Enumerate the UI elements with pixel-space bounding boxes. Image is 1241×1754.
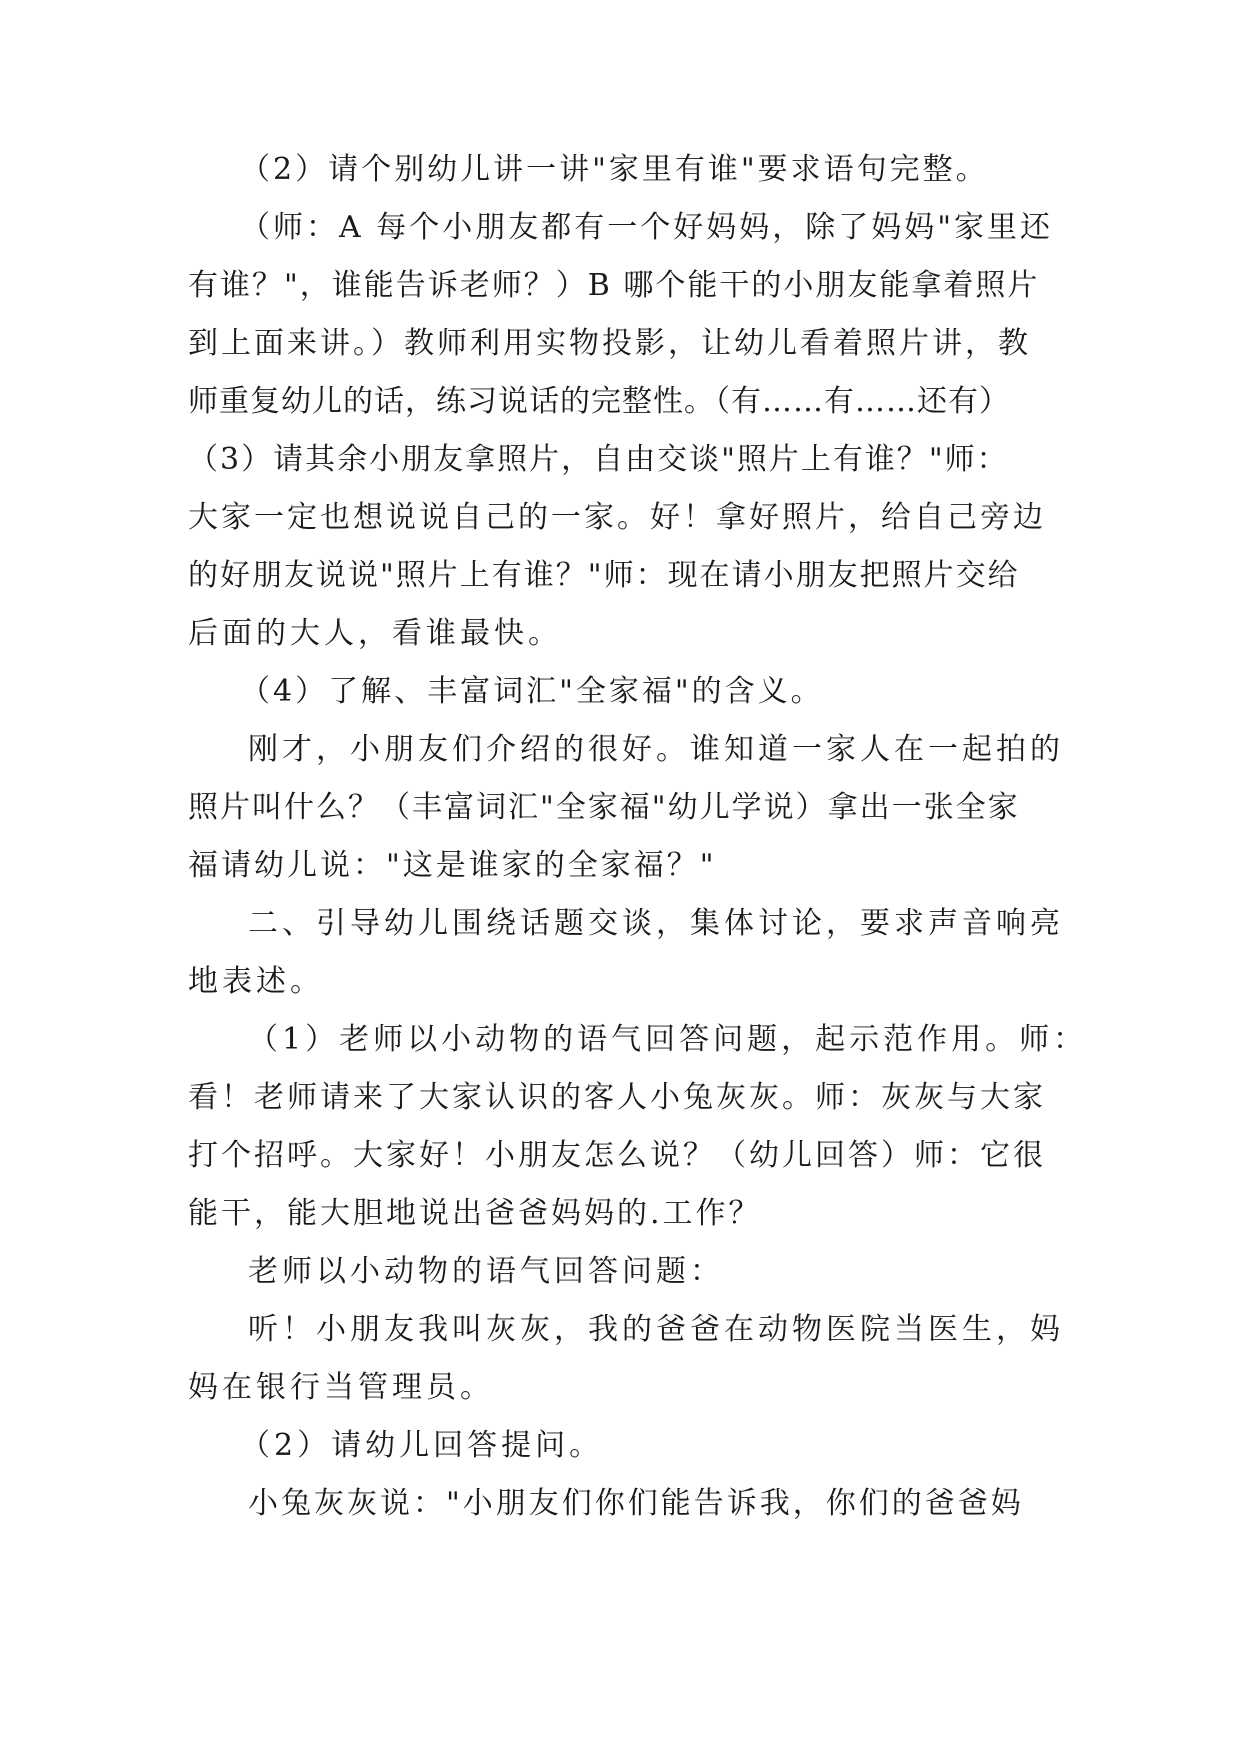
text-line: 二、引导幼儿围绕话题交谈，集体讨论，要求声音响亮 — [248, 906, 1064, 941]
text-line: 有谁？"，谁能告诉老师？）B 哪个能干的小朋友能拿着照片 — [188, 268, 1040, 303]
text-line: （4）了解、丰富词汇"全家福"的含义。 — [240, 674, 824, 709]
text-line: （1）老师以小动物的语气回答问题，起示范作用。师： — [248, 1022, 1088, 1057]
text-line: 地表述。 — [188, 964, 324, 999]
text-line: 到上面来讲。）教师利用实物投影，让幼儿看着照片讲，教 — [188, 326, 1031, 361]
text-line: 能干，能大胆地说出爸爸妈妈的.工作？ — [188, 1196, 762, 1231]
text-line: 大家一定也想说说自己的一家。好！拿好照片，给自己旁边 — [188, 500, 1046, 535]
text-line: 看！老师请来了大家认识的客人小兔灰灰。师：灰灰与大家 — [188, 1080, 1046, 1115]
text-line: （3）请其余小朋友拿照片，自由交谈"照片上有谁？"师： — [188, 442, 1009, 477]
text-line: 师重复幼儿的话，练习说话的完整性。（有……有……还有） — [188, 384, 1010, 419]
text-line: （2）请个别幼儿讲一讲"家里有谁"要求语句完整。 — [240, 152, 989, 187]
text-line: 听！小朋友我叫灰灰，我的爸爸在动物医院当医生，妈 — [248, 1312, 1064, 1347]
text-line: 打个招呼。大家好！小朋友怎么说？（幼儿回答）师：它很 — [188, 1138, 1046, 1173]
text-line: 照片叫什么？（丰富词汇"全家福"幼儿学说）拿出一张全家 — [188, 790, 1020, 825]
text-line: 老师以小动物的语气回答问题： — [248, 1254, 724, 1289]
text-line: 妈在银行当管理员。 — [188, 1370, 494, 1405]
text-line: 后面的大人，看谁最快。 — [188, 616, 562, 651]
text-line: （师：A 每个小朋友都有一个好妈妈，除了妈妈"家里还 — [240, 210, 1053, 245]
text-line: 小兔灰灰说："小朋友们你们能告诉我，你们的爸爸妈 — [248, 1486, 1024, 1521]
text-line: 刚才，小朋友们介绍的很好。谁知道一家人在一起拍的 — [248, 732, 1064, 767]
text-line: （2）请幼儿回答提问。 — [240, 1428, 604, 1463]
text-line: 的好朋友说说"照片上有谁？"师：现在请小朋友把照片交给 — [188, 558, 1020, 593]
text-line: 福请幼儿说："这是谁家的全家福？" — [188, 848, 717, 883]
